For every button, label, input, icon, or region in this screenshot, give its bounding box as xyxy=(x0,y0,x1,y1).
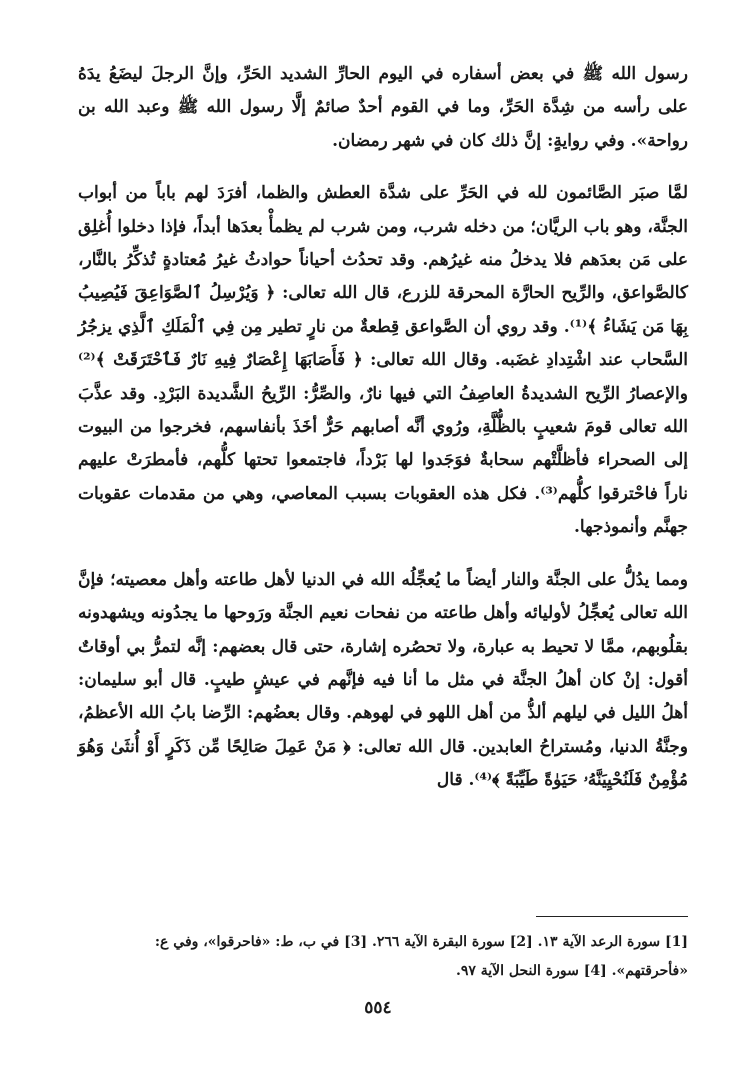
main-text xyxy=(78,58,688,798)
page-number: ٥٥٤ xyxy=(364,998,392,1018)
paragraph-3: ومما يدُلُّ على الجنَّة والنار أيضاً ما يُعجِّلُه الله في الدنيا لأهل طاعته وأهل معصيته؛ فإنَّ الله تعالى يُعجِّلُ لأوليائه وأهل طاعته من نفحات نعيم الجنَّة ورَوحها ما يجدُونه ويشهدونه بقلُوبهم، ممَّا لا تحيط به عبارة، ولا تحصُره إشارة، حتى قال بعضهم: إنَّه لتمرُّ بي أوقاتٌ أقول: إنْ كان أهلُ الجنَّة في مثل ما أنا فيه فإنَّهم في عيشٍ طيبٍ. قال أبو سليمان: أهلُ الليل في ليلهم ألذُّ من أهل اللهو في لهوهم. وقال بعضُهم: الرِّضا بابُ الله الأعظمُ، وجنَّةُ الدنيا، ومُستراحُ العابدين. قال الله تعالى: ﴿ مَنْ عَمِلَ صَالِحًا مِّن ذَكَرٍ أَوْ أُنثَىٰ وَهُوَ مُؤْمِنٌ فَلَنُحْيِيَنَّهُۥ حَيَوٰةً طَيِّبَةً ﴾⁽⁴⁾. قال xyxy=(78,569,688,791)
footnote-line: [1] سورة الرعد الآية ١٣. [2] سورة البقرة الآية ٢٦٦. [3] في ب، ط: «فاحرقوا»، وفي ع: «فأحرقتهم». [4] سورة النحل الآية ٩٧. xyxy=(154,934,688,979)
paragraph-2: لمَّا صبَر الصَّائمون لله في الحَرِّ على شدَّة العطش والظما، أفرَدَ لهم باباً من أبواب الجنَّة، وهو باب الريَّان؛ من دخله شرب، ومن شرب لم يظمأْ بعدَها أبداً، فإذا دخلوا أُغلِق على مَن بعدَهم فلا يدخلُ منه غيرُهم. وقد تحدُث أحياناً حوادثُ غيرُ مُعتادةٍ تُذكِّرُ بالنَّار، كالصَّواعق، والرِّيح الحارَّة المحرقة للزرع، قال الله تعالى: ﴿ وَيُرْسِلُ ٱلصَّوَاعِقَ فَيُصِيبُ بِهَا مَن يَشَاءُ ﴾⁽¹⁾. وقد روي أن الصَّواعق قِطعةٌ من نارٍ تطير مِن فِي ٱلْمَلَكِ ٱلَّذِي يزجُرُ السَّحاب عند اشْتِدادِ غضَبه. وقال الله تعالى: ﴿ فَأَصَابَهَا إِعْصَارٌ فِيهِ نَارٌ فَٱحْتَرَقَتْ ﴾⁽²⁾ والإعصارُ الرِّيح الشديدةُ العاصِفُ التي فيها نارٌ، والصِّرُّ: الرِّيحُ الشَّديدة البَرْدِ. وقد عذَّبَ الله تعالى قومَ شعيبٍ بالظُّلَّةِ، ورُوي أنَّه أصابهم حَرٌّ أخَذَ بأنفاسهم، فخرجوا من البيوت إلى الصحراء فأظلَّتْهم سحابةٌ فوَجَدوا لها بَرْداً، فاجتمعوا تحتها كلُّهم، فأمطرَتْ عليهم ناراً فاحْترقوا كلُّهم⁽³⁾. فكل هذه العقوبات بسبب المعاصي، وهي من مقدمات عقوبات جهنَّم وأنموذجها. xyxy=(78,183,688,538)
footnote-divider xyxy=(536,916,688,917)
footnotes xyxy=(78,928,688,986)
paragraph-1: رسول الله ﷺ في بعض أسفاره في اليوم الحارِّ الشديد الحَرِّ، وإنَّ الرجلَ ليضَعُ يدَهُ على رأسه من شِدَّة الحَرِّ، وما في القوم أحدٌ صائمٌ إلَّا رسول الله ﷺ وعبد الله بن رواحة». وفي روايةٍ: إنَّ ذلك كان في شهر رمضان. xyxy=(78,64,688,151)
